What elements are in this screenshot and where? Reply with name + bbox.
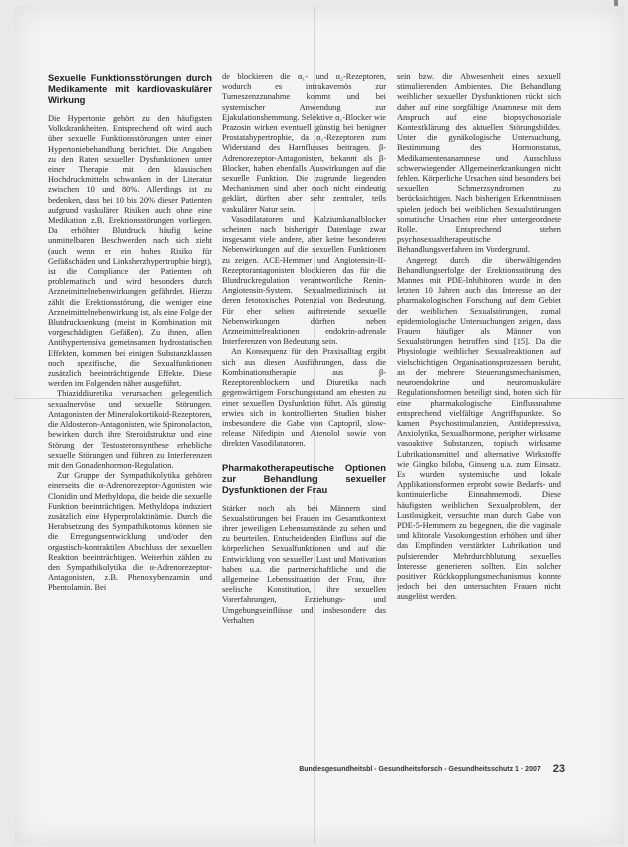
paragraph: An Konsequenz für den Praxisalltag ergibt sich aus diesen Ausführungen, dass die Kombinationstherapie aus β-Rezeptorenblockern und Diuretika nach gegenwärtigem Forschungsstand am ehesten zu einer sexuellen Dysfunktion führt. Als günstig erwies sich in kontrollierten Studien bisher insbesondere die Gabe von Captopril, slow-release Nifedipin und Atenolol sowie von direkten Vasodilatatoren.	[222, 347, 386, 449]
paragraph: de blockieren die α₁- und α₂-Rezeptoren, wodurch es intrakavernös zur Tumeszenzzunahme kommt und bei systemischer Anwendung zur Ejakulationshemmung. Selektive α₁-Blocker wie Prazosin wirken eventuell günstig bei benigner Prostatahypertrophie, da α₁-Rezeptoren zum Widerstand des Harnflusses beitragen. β-Adrenorezeptor-Antagonisten, bekannt als β-Blocker, haben ebenfalls Auswirkungen auf die sexuelle Funktion. Die zugrunde liegenden Mechanismen sind aber noch nicht eindeutig geklärt, dürften aber sehr zentraler, teils vaskulärer Natur sein.	[222, 72, 386, 214]
paragraph: Vasodilatatoren und Kalziumkanalblocker scheinen nach bisheriger Datenlage zwar insgesamt viele andere, aber keine besonderen Nebenwirkungen auf die sexuellen Funktionen zu zeigen. ACE-Hemmer und Angiotensin-II-Rezeptorantagonisten blockieren das für die Blutdruckregulation verantwortliche Renin-Angiotensin-System. Sexualmedizinisch ist deren fetotoxisches Potenzial von Bedeutung. Für eher selten auftretende sexuelle Nebenwirkungen dürften neben Arzneimittelreaktionen endokrin-adrenale Interferenzen von Bedeutung sein.	[222, 214, 386, 347]
paragraph: Angeregt durch die überwältigenden Behandlungserfolge der Erektionsstörung des Mannes mit PDE-Inhibitoren wurde in den letzten 10 Jahren auch das Interesse an der pharmakologischen Forschung auf dem Gebiet der weiblichen Sexualstörungen, zumal epidemiologische Untersuchungen zeigen, dass Frauen häufiger als Männer von Sexualstörungen betroffen sind [15]. Da die Physiologie weiblicher Sexualreaktionen auf vielschichtigen Organisationsprozessen beruht, an der mehrere Steuerungsmechanismen, neuroendokrine und neuromuskuläre Regulationsformen beteiligt sind, boten sich für eine pharmakologische Einflussnahme entsprechend vielfältige Angriffspunkte. So kamen Psychostimulanzien, Antidepressiva, Anxiolytika, Sexualhormone, peripher wirksame vasoaktive Substanzen, topisch wirksame Lubrikationsmittel und alternative Wirkstoffe wie Gingko biloba, Ginseng u.a. zum Einsatz. Es wurden systemische und lokale Applikationsformen erprobt sowie Bedarfs- und kontinuierliche Einnahmemodi. Diese häufigsten weiblichen Sexualproblem, der Lustlosigkeit, versuchte man durch Gabe von PDE-5-Hemmern zu begegnen, die die vaginale und klitorale Vasokongestion erhöhen und über das Empfinden verstärkter Lubrikation und pulsierender Mehrdurchblutung sexuelles Interesse generieren sollten. Ein solcher positiver Rückkopplungsmechanismus konnte jedoch bei den untersuchten Frauen nicht ausgelöst werden.	[397, 255, 561, 602]
page-corner-mark	[614, 0, 618, 6]
page-number: 23	[552, 763, 565, 775]
paragraph: Stärker noch als bei Männern sind Sexualstörungen bei Frauen im Gesamtkontext ihrer jeweiligen Lebensumstände zu sehen und zu beurteilen. Entscheidenden Einfluss auf die körperlichen Sexualfunktionen und auf die Entwicklung von sexueller Lust und Motivation haben u.a. die partnerschaftliche und die allgemeine Lebenssituation der Frau, ihre seelische Konstitution, ihre sexuellen Vorerfahrungen, Erziehungs- und Umgebungseinflüsse und insbesondere das Verhalten	[222, 503, 386, 625]
paragraph: Thiaziddiuretika verursachen gelegentlich sexualnervöse und sexuelle Störungen. Antagonisten der Mineralokortikoid-Rezeptoren, die Aldosteron-Antagonisten, wie Spironolacton, bewirken durch ihre Steroidstruktur und eine Störung der Testosteronsynthese erhebliche sexuelle Störungen und führen zu Interferenzen mit den Gonadenhormon-Regulation.	[48, 389, 212, 470]
paragraph: Die Hypertonie gehört zu den häufigsten Volkskrankheiten. Entsprechend oft wird auch über sexuelle Funktionsstörungen unter einer Hypertoniebehandlung berichtet. Die Angaben zu den Raten sexueller Dysfunktionen unter einer Therapie mit den klassischen Hochdruckmitteln schwanken in der Literatur zwischen 10 und 80%. Allerdings ist zu bedenken, dass bei 10 bis 20% dieser Patienten aufgrund vaskulärer Risiken auch ohne eine Medikation z.B. Erektionsstörungen vorliegen. Da erhöhter Blutdruck häufig keine unmittelbaren Beschwerden nach sich zieht (auch wenn er ein hohes Risiko für Gefäßschäden und Linksherzhypertrophie birgt), ist die Compliance der Patienten oft problematisch und wird besonders durch Arzneimittelnebenwirkungen gefährdet. Hierzu zählt die Erektionsstörung, die weniger eine Arzneimittelnebenwirkung ist, als eine Folge der Blutdrucksenkung (meist in Kombination mit vorgeschädigten Gefäßen). Zu ihnen, allen Antihypertensiva gemeinsamen hydrostatischen Effekten, kommen bei einigen Substanzklassen noch spezifische, die Sexualfunktionen zusätzlich beeinträchtigende Effekte. Diese werden im Folgenden näher ausgeführt.	[48, 114, 212, 389]
text-column-right	[397, 72, 561, 767]
section-heading-medications: Sexuelle Funktionsstörungen durch Medikamente mit kardiovaskulärer Wirkung	[48, 72, 212, 105]
journal-citation: Bundesgesundheitsbl - Gesundheitsforsch - Gesundheitsschutz 1 · 2007	[299, 765, 541, 773]
text-column-left	[48, 72, 212, 767]
section-heading-pharmacotherapy: Pharmakotherapeutische Optionen zur Behandlung sexueller Dysfunktionen der Frau	[222, 461, 386, 495]
page-footer	[297, 762, 565, 776]
paragraph: Zur Gruppe der Sympathikolytika gehören einerseits die α-Adrenorezeptor-Agonisten wie Clonidin und Methyldopa, die beide die sexuelle Funktion beeinträchtigen. Methyldopa induziert zusätzlich eine Hyperprolaktinämie. Durch die Herabsetzung des Sympathikotonus können sie die Erregungsentwicklung und/oder den orgastisch-kontraktilen Abschluss der sexuellen Reaktion beeinträchtigen. Weiterhin zählen zu den Sympathikolytika die α-Adrenorezeptor-Antagonisten, z.B. Phenoxybenzamin und Phentolamin. Bei	[48, 471, 212, 593]
text-column-middle	[222, 72, 386, 767]
paragraph: sein bzw. die Abwesenheit eines sexuell stimulierenden Ambientes. Die Behandlung weiblicher sexueller Dysfunktionen rückt sich daher auf eine sorgfältige Anamnese mit dem Anspruch auf eine biopsychosoziale Kontextklärung des aktuellen Störungsbildes. Unter die gynäkologische Untersuchung, Bestimmung des Hormonstatus, Medikamentenanamnese und Ausschluss schwerwiegender Allgemeinerkrankungen nicht fehlen. Körperliche Ursachen sind besonders bei sexuellen Schmerzsyndromen zu berücksichtigen. Nach bisherigen Erkenntnissen spielen jedoch bei weiblichen Sexualstörungen somatische Ursachen eine eher untergeordnete Rolle. Entsprechend stehen psychosexualtherapeutische Behandlungsverfahren im Vordergrund.	[397, 72, 561, 255]
